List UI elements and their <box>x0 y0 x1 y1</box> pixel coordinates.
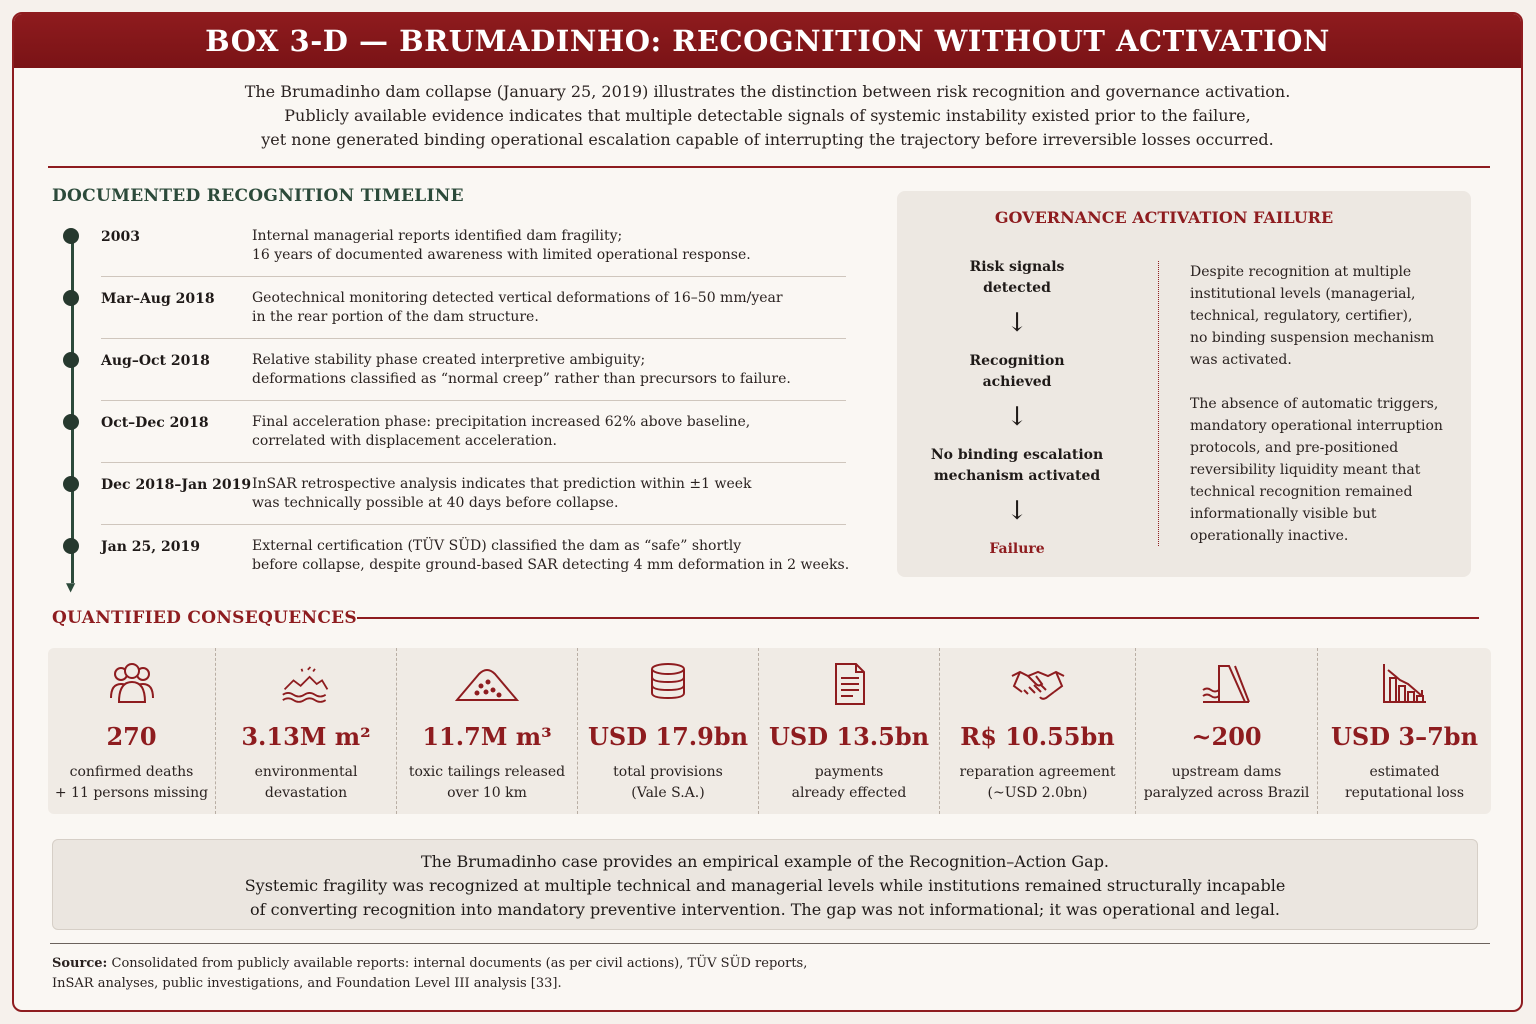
consequence-value: R$ 10.55bn <box>960 722 1115 751</box>
people-icon <box>107 662 157 706</box>
consequence-label-line: reparation agreement <box>959 764 1116 780</box>
source-label: Source: <box>52 956 108 971</box>
timeline-dot <box>63 352 79 368</box>
timeline-desc-line: Internal managerial reports identified dam fragility; <box>252 228 623 244</box>
governance-text-line: operationally inactive. <box>1190 528 1349 544</box>
governance-text-line: technical recognition remained <box>1190 484 1413 500</box>
consequence-value: 3.13M m² <box>241 722 371 751</box>
timeline-arrow-icon: ▼ <box>66 580 76 594</box>
coins-icon <box>643 662 693 706</box>
consequence-label-line: payments <box>814 764 884 780</box>
divider <box>50 943 1490 944</box>
governance-text-line: institutional levels (managerial, <box>1190 286 1416 302</box>
consequence-card <box>397 648 578 814</box>
governance-flow <box>917 257 1117 560</box>
flow-step <box>917 351 1117 393</box>
intro-text <box>14 80 1521 152</box>
source-note <box>52 954 952 994</box>
source-text: Consolidated from publicly available reports: internal documents (as per civil actions), TÜV SÜD reports, <box>107 956 808 971</box>
box-frame <box>12 12 1523 1012</box>
timeline-desc-line: deformations classified as “normal creep” rather than precursors to failure. <box>252 371 791 387</box>
timeline-desc <box>252 351 852 389</box>
timeline-date: Dec 2018–Jan 2019 <box>101 477 252 493</box>
consequence-card <box>759 648 940 814</box>
timeline-desc <box>252 227 852 265</box>
timeline-desc-line: Relative stability phase created interpretive ambiguity; <box>252 352 646 368</box>
flow-step-failure: Failure <box>989 541 1045 557</box>
governance-text-line: reversibility liquidity meant that <box>1190 462 1421 478</box>
flow-step-line: mechanism activated <box>933 468 1101 484</box>
consequence-card <box>578 648 759 814</box>
tailings-pile-icon <box>455 662 519 706</box>
consequence-label-line: over 10 km <box>447 785 527 801</box>
timeline-desc-line: InSAR retrospective analysis indicates that prediction within ±1 week <box>252 476 752 492</box>
consequence-label <box>48 762 215 804</box>
governance-panel <box>897 191 1471 577</box>
timeline-dot <box>63 414 79 430</box>
governance-text-line: no binding suspension mechanism <box>1190 330 1435 346</box>
consequence-label-line: (~USD 2.0bn) <box>987 785 1088 801</box>
timeline-desc <box>252 537 852 575</box>
flow-step <box>917 445 1117 487</box>
timeline-desc-line: correlated with displacement acceleration. <box>252 433 557 449</box>
consequence-value: USD 3–7bn <box>1330 722 1479 751</box>
consequence-label-line: already effected <box>791 785 907 801</box>
consequence-label <box>397 762 577 804</box>
conclusion-line: Systemic fragility was recognized at multiple technical and managerial levels while institutions remained structurally incapable <box>244 876 1286 895</box>
title-bar <box>14 14 1521 68</box>
arrow-down-icon: ↓ <box>1006 402 1028 432</box>
timeline-desc-line: Geotechnical monitoring detected vertical deformations of 16–50 mm/year <box>252 290 783 306</box>
consequence-value: ~200 <box>1191 722 1262 751</box>
consequences-heading: QUANTIFIED CONSEQUENCES <box>52 608 357 628</box>
consequence-label <box>940 762 1135 804</box>
page-title: BOX 3-D — BRUMADINHO: RECOGNITION WITHOUT ACTIVATION <box>205 24 1330 58</box>
conclusion-line: of converting recognition into mandatory preventive intervention. The gap was not informational; it was operational and legal. <box>249 900 1280 919</box>
consequence-card <box>216 648 397 814</box>
intro-line: Publicly available evidence indicates that multiple detectable signals of systemic instability existed prior to the failure, <box>284 106 1251 125</box>
governance-text-line: protocols, and pre-positioned <box>1190 440 1399 456</box>
timeline-dot <box>63 476 79 492</box>
consequences-panel <box>48 648 1491 814</box>
consequence-value: USD 13.5bn <box>768 722 930 751</box>
intro-line: yet none generated binding operational escalation capable of interrupting the trajectory before irreversible losses occurred. <box>261 130 1274 149</box>
timeline-desc-line: was technically possible at 40 days before collapse. <box>252 495 619 511</box>
governance-heading: GOVERNANCE ACTIVATION FAILURE <box>994 208 1334 227</box>
consequence-value: USD 17.9bn <box>587 722 749 751</box>
conclusion-box <box>52 839 1478 930</box>
governance-text-line: informationally visible but <box>1190 506 1377 522</box>
dotted-divider <box>1158 261 1159 546</box>
consequence-label-line: toxic tailings released <box>408 764 566 780</box>
timeline-desc-line: External certification (TÜV SÜD) classified the dam as “safe” shortly <box>252 538 742 554</box>
timeline-separator <box>101 400 846 401</box>
timeline-desc-line: 16 years of documented awareness with limited operational response. <box>252 247 751 263</box>
flow-step <box>917 257 1117 299</box>
flow-step-line: Recognition <box>969 353 1065 369</box>
divider <box>357 617 1479 619</box>
consequence-value: 270 <box>106 722 157 751</box>
timeline-dot <box>63 538 79 554</box>
consequence-card <box>940 648 1136 814</box>
flow-step-line: Risk signals <box>969 259 1065 275</box>
divider <box>48 166 1490 168</box>
consequence-card <box>1136 648 1318 814</box>
flow-step-line: achieved <box>982 374 1052 390</box>
consequence-label-line: paralyzed across Brazil <box>1143 785 1310 801</box>
landscape-icon <box>281 662 331 706</box>
intro-line: The Brumadinho dam collapse (January 25, 2019) illustrates the distinction between risk recognition and governance activation. <box>244 82 1291 101</box>
flow-step-line: detected <box>983 280 1051 296</box>
arrow-down-icon: ↓ <box>1006 496 1028 526</box>
consequence-label-line: estimated <box>1369 764 1440 780</box>
consequence-card <box>1318 648 1491 814</box>
conclusion-line: The Brumadinho case provides an empirical example of the Recognition–Action Gap. <box>420 852 1110 871</box>
consequence-label-line: + 11 persons missing <box>54 785 209 801</box>
timeline-desc-line: Final acceleration phase: precipitation increased 62% above baseline, <box>252 414 751 430</box>
consequence-label-line: total provisions <box>613 764 723 780</box>
governance-text-line: mandatory operational interruption <box>1190 418 1443 434</box>
dam-icon <box>1199 662 1255 706</box>
timeline-separator <box>101 338 846 339</box>
consequence-label-line: (Vale S.A.) <box>631 785 705 801</box>
consequence-label <box>759 762 939 804</box>
timeline-dot <box>63 228 79 244</box>
consequence-label-line: environmental <box>254 764 358 780</box>
timeline-dot <box>63 290 79 306</box>
timeline-separator <box>101 462 846 463</box>
timeline-date: 2003 <box>101 229 140 245</box>
consequence-label <box>216 762 396 804</box>
declining-chart-icon <box>1380 662 1430 706</box>
timeline-desc-line: in the rear portion of the dam structure. <box>252 309 539 325</box>
timeline-date: Oct–Dec 2018 <box>101 415 209 431</box>
flow-step-line: No binding escalation <box>930 447 1104 463</box>
timeline-date: Aug–Oct 2018 <box>101 353 210 369</box>
consequence-card <box>48 648 216 814</box>
timeline-separator <box>101 276 846 277</box>
consequence-label-line: confirmed deaths <box>69 764 194 780</box>
consequence-label <box>1318 762 1491 804</box>
timeline-date: Jan 25, 2019 <box>101 539 200 555</box>
consequence-label-line: reputational loss <box>1344 785 1465 801</box>
timeline-desc-line: before collapse, despite ground-based SAR detecting 4 mm deformation in 2 weeks. <box>252 557 850 573</box>
handshake-icon <box>1010 662 1066 706</box>
governance-text-line: was activated. <box>1190 352 1292 368</box>
consequence-value: 11.7M m³ <box>422 722 552 751</box>
consequence-label-line: upstream dams <box>1171 764 1282 780</box>
document-icon <box>824 662 874 706</box>
timeline-desc <box>252 475 852 513</box>
consequence-label <box>1136 762 1317 804</box>
timeline-desc <box>252 413 852 451</box>
arrow-down-icon: ↓ <box>1006 308 1028 338</box>
timeline-separator <box>101 524 846 525</box>
governance-text-line: Despite recognition at multiple <box>1190 264 1412 280</box>
timeline-heading: DOCUMENTED RECOGNITION TIMELINE <box>52 186 464 206</box>
source-text: InSAR analyses, public investigations, and Foundation Level III analysis [33]. <box>52 976 562 991</box>
consequence-label-line: devastation <box>264 785 348 801</box>
timeline-date: Mar–Aug 2018 <box>101 291 215 307</box>
governance-text-line: The absence of automatic triggers, <box>1190 396 1439 412</box>
consequence-label <box>578 762 758 804</box>
governance-text <box>1190 261 1450 547</box>
governance-text-line: technical, regulatory, certifier), <box>1190 308 1413 324</box>
timeline-desc <box>252 289 852 327</box>
